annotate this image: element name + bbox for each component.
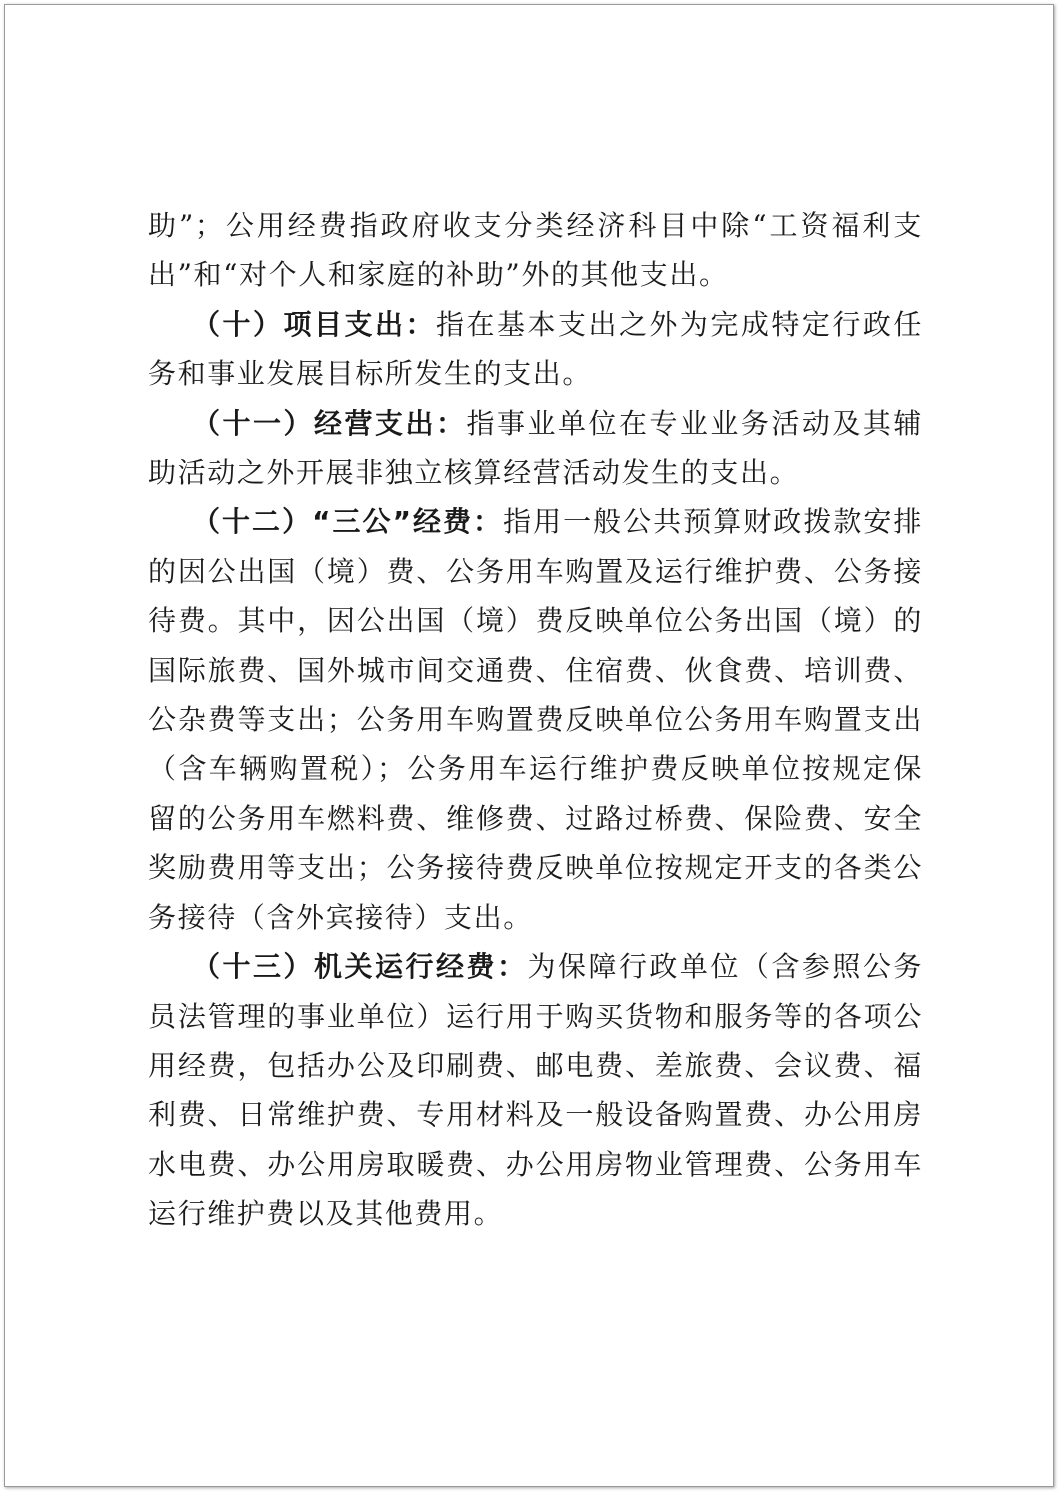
paragraph-text: 指在基本支出之外为完成特定行政任务和事业发展目标所发生的支出。: [148, 307, 923, 391]
document-body: [148, 201, 923, 1239]
paragraph-heading: （十二）“三公”经费：: [192, 505, 504, 539]
paragraph-heading: （十一）经营支出：: [192, 406, 467, 440]
document-page: [4, 4, 1054, 1487]
paragraph-heading: （十）项目支出：: [192, 307, 436, 341]
paragraph-continuation: [148, 201, 923, 300]
paragraph-project-expenditure: [148, 300, 923, 399]
paragraph-text: 助”；公用经费指政府收支分类经济科目中除“工资福利支出”和“对个人和家庭的补助”外的其他支出。: [148, 209, 923, 292]
paragraph-heading: （十三）机关运行经费：: [192, 950, 528, 984]
paragraph-operating-expenditure: [148, 399, 923, 498]
paragraph-three-public-expenses: [148, 497, 923, 942]
paragraph-agency-operating-funds: [148, 942, 923, 1238]
paragraph-text: 为保障行政单位（含参照公务员法管理的事业单位）运行用于购买货物和服务等的各项公用经费，包括办公及印刷费、邮电费、差旅费、会议费、福利费、日常维护费、专用材料及一般设备购置费、办公用房水电费、办公用房取暖费、办公用房物业管理费、公务用车运行维护费以及其他费用。: [148, 950, 923, 1231]
paragraph-text: 指用一般公共预算财政拨款安排的因公出国（境）费、公务用车购置及运行维护费、公务接待费。其中，因公出国（境）费反映单位公务出国（境）的国际旅费、国外城市间交通费、住宿费、伙食费、培训费、公杂费等支出；公务用车购置费反映单位公务用车购置支出（含车辆购置税）；公务用车运行维护费反映单位按规定保留的公务用车燃料费、维修费、过路过桥费、保险费、安全奖励费用等支出；公务接待费反映单位按规定开支的各类公务接待（含外宾接待）支出。: [148, 505, 923, 934]
paragraph-text: 指事业单位在专业业务活动及其辅助活动之外开展非独立核算经营活动发生的支出。: [148, 406, 923, 490]
